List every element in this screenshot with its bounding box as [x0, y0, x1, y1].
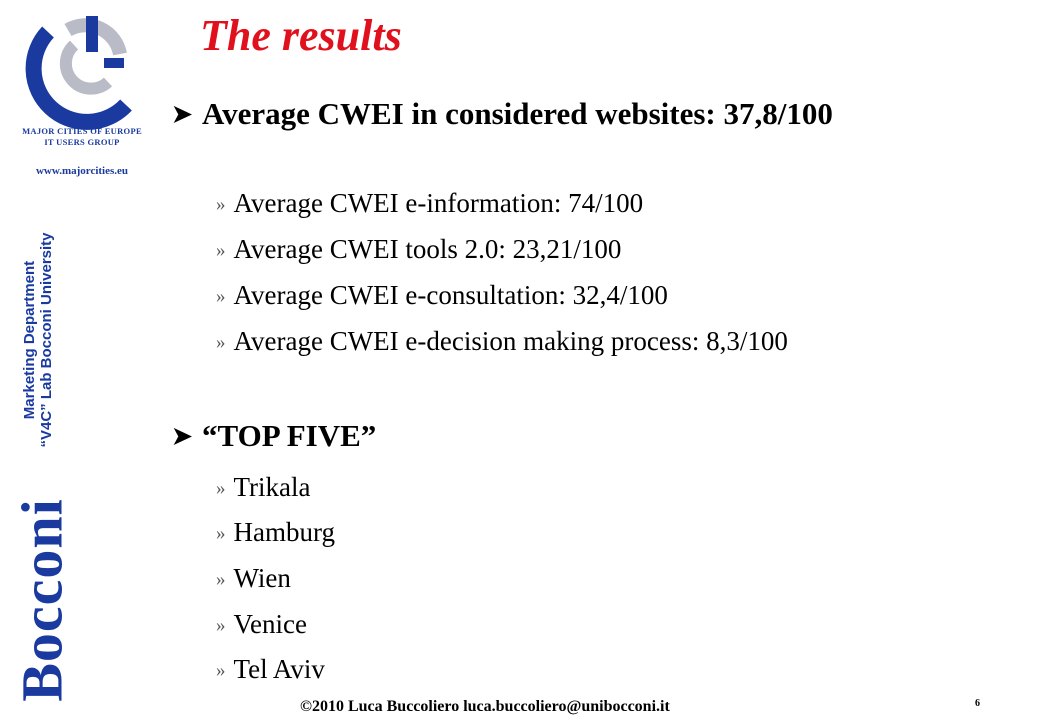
sub-item-text: Tel Aviv: [233, 654, 325, 684]
sub-marker: »: [216, 332, 226, 353]
sub-item: [216, 654, 325, 685]
sub-item: [216, 563, 291, 594]
page-number: 6: [975, 698, 980, 709]
footer-copyright: ©2010 Luca Buccoliero luca.buccoliero@unibocconi.it: [300, 698, 670, 715]
sub-marker: »: [216, 286, 226, 307]
sub-item-text: Average CWEI e-consultation: 32,4/100: [233, 280, 668, 310]
sub-item: [216, 234, 621, 265]
sub-item: [216, 280, 668, 311]
sub-item: [216, 326, 788, 357]
sub-marker: »: [216, 660, 226, 681]
arrow-bullet-icon: ➤: [172, 101, 193, 128]
main-bullet-label: “TOP FIVE”: [202, 418, 377, 453]
sub-item-text: Average CWEI tools 2.0: 23,21/100: [233, 234, 622, 264]
bocconi-wordmark: Bocconi: [9, 498, 75, 702]
main-bullet-top-five: [172, 418, 376, 454]
sub-marker: »: [216, 569, 226, 590]
sub-item-text: Wien: [233, 563, 291, 593]
org-name-line2: IT USERS GROUP: [44, 137, 120, 147]
department-line2: “V4C” Lab Bocconi University: [38, 232, 55, 448]
sub-item-text: Hamburg: [233, 517, 335, 547]
sub-item-text: Average CWEI e-decision making process: 8,3/100: [233, 326, 788, 356]
main-bullet-average: [172, 96, 833, 132]
slide-title: The results: [200, 11, 402, 60]
sub-item: [216, 609, 307, 640]
sub-marker: »: [216, 478, 226, 499]
sub-item-text: Trikala: [233, 472, 311, 502]
sub-marker: »: [216, 615, 226, 636]
main-bullet-label: Average CWEI in considered websites: 37,8/100: [202, 96, 833, 131]
sub-marker: »: [216, 194, 226, 215]
sub-item-text: Venice: [233, 609, 307, 639]
sub-item: [216, 517, 335, 548]
sub-item: [216, 472, 311, 503]
sub-marker: »: [216, 523, 226, 544]
arrow-bullet-icon: ➤: [172, 423, 193, 450]
sub-item: [216, 188, 643, 219]
website-link[interactable]: www.majorcities.eu: [35, 165, 129, 177]
sub-item-text: Average CWEI e-information: 74/100: [233, 188, 644, 218]
org-name-line1: MAJOR CITIES OF EUROPE: [22, 126, 142, 136]
department-line1: Marketing Department: [21, 260, 38, 420]
sub-marker: »: [216, 240, 226, 261]
department-label: [21, 232, 55, 447]
